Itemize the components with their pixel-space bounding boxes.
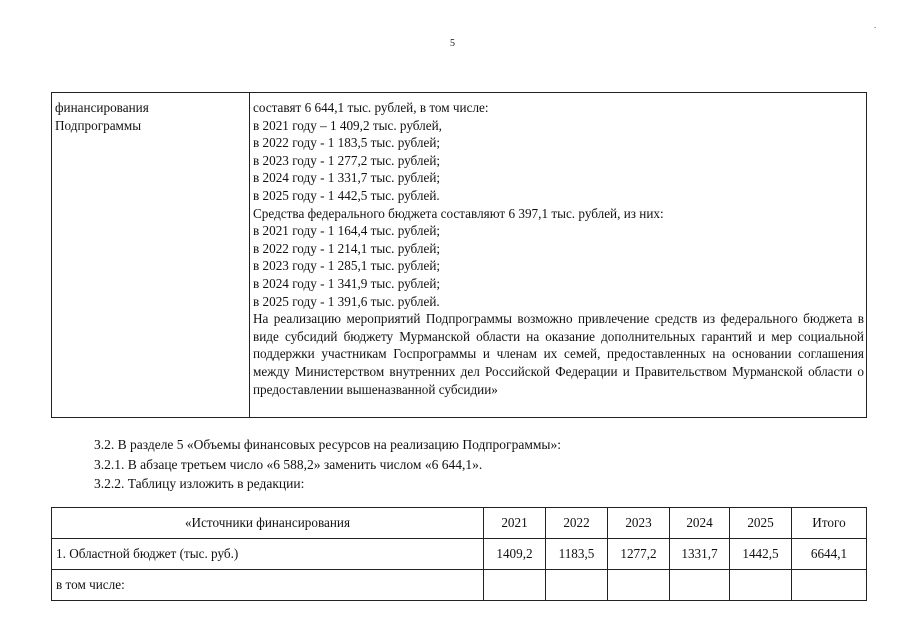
text-line: в 2024 году - 1 331,7 тыс. рублей; bbox=[253, 170, 441, 186]
table-cell: 1277,2 bbox=[608, 539, 670, 570]
header-total: Итого bbox=[792, 508, 867, 539]
paragraph-3-2-1: 3.2.1. В абзаце третьем число «6 588,2» заменить числом «6 644,1». bbox=[94, 457, 483, 472]
table-cell: 6644,1 bbox=[792, 539, 867, 570]
table-row bbox=[52, 570, 867, 601]
text-line: в 2024 году - 1 341,9 тыс. рублей; bbox=[253, 275, 441, 291]
financing-text-cell bbox=[250, 93, 867, 418]
table-cell: 1183,5 bbox=[546, 539, 608, 570]
table-cell: 1442,5 bbox=[730, 539, 792, 570]
row-label: в том числе: bbox=[52, 570, 484, 601]
text-line: составят 6 644,1 тыс. рублей, в том числе: bbox=[253, 100, 489, 115]
header-2025: 2025 bbox=[730, 508, 792, 539]
text-line: в 2025 году - 1 442,5 тыс. рублей. bbox=[253, 187, 440, 203]
page-number: 5 bbox=[450, 38, 455, 49]
table-row bbox=[52, 539, 867, 570]
label-line: Подпрограммы bbox=[55, 117, 142, 133]
text-line: в 2022 году - 1 214,1 тыс. рублей; bbox=[253, 240, 441, 256]
header-sources: «Источники финансирования bbox=[52, 508, 484, 539]
text-line: в 2023 году - 1 285,1 тыс. рублей; bbox=[253, 258, 441, 274]
label-line: финансирования bbox=[55, 100, 149, 115]
table-cell bbox=[546, 570, 608, 601]
sources-table bbox=[51, 507, 867, 601]
header-2024: 2024 bbox=[670, 508, 730, 539]
financing-table bbox=[51, 92, 867, 418]
header-2022: 2022 bbox=[546, 508, 608, 539]
paragraph-3-2: 3.2. В разделе 5 «Объемы финансовых ресурсов на реализацию Подпрограммы»: bbox=[94, 437, 561, 452]
header-2021: 2021 bbox=[484, 508, 546, 539]
text-line: в 2025 году - 1 391,6 тыс. рублей. bbox=[253, 293, 440, 309]
text-line: в 2021 году – 1 409,2 тыс. рублей, bbox=[253, 117, 442, 133]
table-header-row bbox=[52, 508, 867, 539]
table-cell bbox=[792, 570, 867, 601]
text-line: Средства федерального бюджета составляют 6 397,1 тыс. рублей, из них: bbox=[253, 205, 664, 221]
header-2023: 2023 bbox=[608, 508, 670, 539]
table-cell: 1409,2 bbox=[484, 539, 546, 570]
table-cell bbox=[670, 570, 730, 601]
table-cell bbox=[730, 570, 792, 601]
text-line: в 2022 году - 1 183,5 тыс. рублей; bbox=[253, 135, 441, 151]
corner-mark: . bbox=[874, 20, 877, 30]
table-cell: 1331,7 bbox=[670, 539, 730, 570]
financing-label-cell bbox=[52, 93, 250, 418]
table-cell bbox=[484, 570, 546, 601]
row-label: 1. Областной бюджет (тыс. руб.) bbox=[52, 539, 484, 570]
table-cell bbox=[608, 570, 670, 601]
paragraph-3-2-2: 3.2.2. Таблицу изложить в редакции: bbox=[94, 476, 305, 491]
text-line: в 2021 году - 1 164,4 тыс. рублей; bbox=[253, 223, 441, 239]
closing-paragraph: На реализацию мероприятий Подпрограммы возможно привлечение средств из федерального бюджета в виде субсидий бюджету Мурманской области на оказание дополнительных гарантий и мер социальной поддержки участникам Госпрограммы и членам их семей, предоставленных на основании соглашения между Министерством внутренних дел Российской Федерации и Правительством Мурманской области о предоставлении вышеназванной субсидии» bbox=[253, 311, 864, 397]
text-line: в 2023 году - 1 277,2 тыс. рублей; bbox=[253, 152, 441, 168]
